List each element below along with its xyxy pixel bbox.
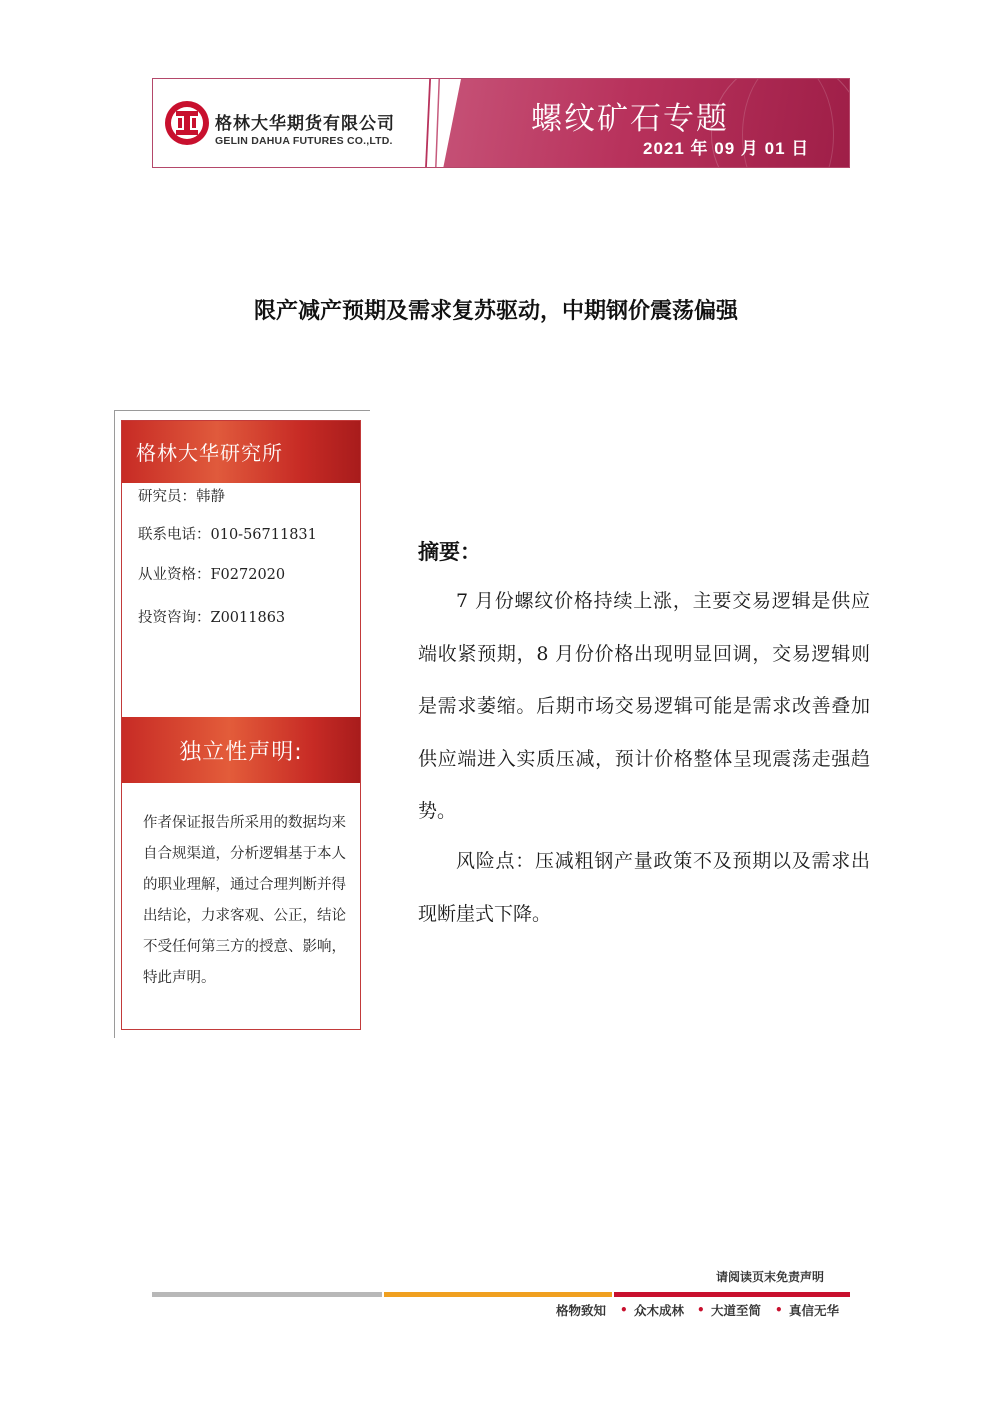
disclaimer-note: 请阅读页末免责声明	[716, 1270, 825, 1284]
company-name-cn: 格林大华期货有限公司	[215, 114, 395, 134]
risk-paragraph: 风险点：压减粗钢产量政策不及预期以及需求出现断崖式下降。	[418, 850, 870, 925]
report-headline: 限产减产预期及需求复苏驱动，中期钢价震荡偏强	[253, 298, 738, 324]
report-title: 螺纹矿石专题	[531, 101, 729, 137]
summary-title: 摘要：	[418, 539, 481, 564]
analyst-name: 研究员：韩静	[138, 489, 225, 505]
institute-header	[122, 421, 360, 483]
footer-separator: •	[697, 1303, 705, 1317]
footer-separator: •	[620, 1303, 628, 1317]
summary-paragraph: 7 月份螺纹价格持续上涨，主要交易逻辑是供应端收紧预期，8 月份价格出现明显回调，交易逻辑则是需求萎缩。后期市场交易逻辑可能是需求改善叠加供应端进入实质压减，预计价格整体呈现震荡走强趋势。	[418, 590, 870, 822]
column-border-left	[114, 410, 115, 1038]
footer-motto: 真信无华	[789, 1303, 840, 1318]
company-name-en: GELIN DAHUA FUTURES CO.,LTD.	[215, 135, 393, 147]
footer-bar-red	[614, 1292, 850, 1297]
declaration-title: 独立性声明:	[179, 740, 303, 765]
gelin-dahua-logo-icon	[163, 99, 211, 147]
header-banner	[152, 78, 850, 168]
analyst-qualification: 从业资格：F0272020	[138, 567, 286, 583]
footer-motto: 大道至简	[711, 1303, 762, 1318]
banner-stripe	[435, 79, 440, 168]
report-date: 2021 年 09 月 01 日	[643, 139, 810, 158]
footer-bar-orange	[384, 1292, 612, 1297]
footer-bar-gray	[152, 1292, 382, 1297]
institute-name: 格林大华研究所	[136, 441, 283, 465]
footer-separator: •	[775, 1303, 783, 1317]
column-border-top	[114, 410, 370, 411]
footer-motto: 格物致知	[556, 1303, 607, 1318]
footer-motto: 众木成林	[634, 1303, 685, 1318]
analyst-consulting-id: 投资咨询：Z0011863	[138, 610, 286, 626]
analyst-phone: 联系电话：010-56711831	[138, 527, 317, 543]
declaration-text: 作者保证报告所采用的数据均来自合规渠道，分析逻辑基于本人的职业理解，通过合理判断并得出结论，力求客观、公正，结论不受任何第三方的授意、影响，特此声明。	[143, 815, 346, 986]
banner-stripe	[425, 79, 431, 168]
declaration-header	[122, 717, 360, 783]
